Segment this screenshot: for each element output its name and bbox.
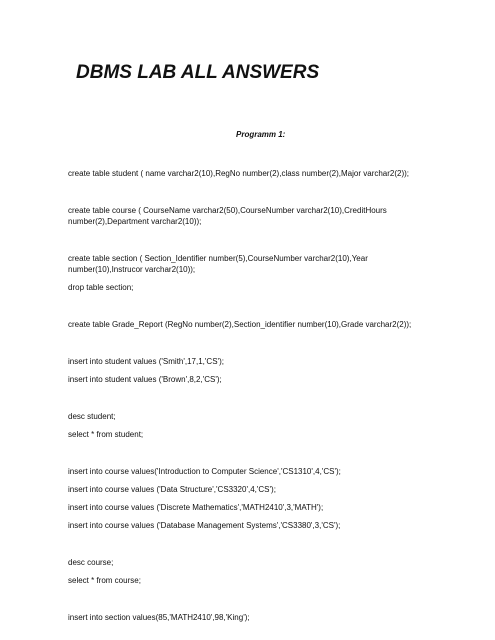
sql-line: insert into student values ('Smith',17,1,'CS'); <box>68 357 224 366</box>
document-title: DBMS LAB ALL ANSWERS <box>76 62 320 83</box>
sql-line: create table Grade_Report (RegNo number(2),Section_identifier number(10),Grade varchar2(2)); <box>68 320 412 329</box>
sql-line: insert into course values('Introduction to Computer Science','CS1310',4,'CS'); <box>68 467 341 476</box>
sql-line: select * from course; <box>68 576 141 585</box>
sql-line: insert into course values ('Data Structure','CS3320',4,'CS'); <box>68 485 276 494</box>
sql-line: create table section ( Section_Identifier number(5),CourseNumber varchar2(10),Year <box>68 254 368 263</box>
sql-line: insert into section values(85,'MATH2410',98,'King'); <box>68 613 250 622</box>
sql-line: insert into course values ('Discrete Mathematics','MATH2410',3,'MATH'); <box>68 503 324 512</box>
sql-line: number(10),Instrucor varchar2(10)); <box>68 265 196 274</box>
sql-line: desc student; <box>68 412 116 421</box>
sql-line: desc course; <box>68 558 114 567</box>
sql-line: drop table section; <box>68 283 134 292</box>
sql-line: insert into student values ('Brown',8,2,'CS'); <box>68 375 222 384</box>
sql-line: insert into course values ('Database Management Systems','CS3380',3,'CS'); <box>68 521 341 530</box>
sql-line: create table course ( CourseName varchar2(50),CourseNumber varchar2(10),CreditHours <box>68 206 387 215</box>
sql-line: create table student ( name varchar2(10),RegNo number(2),class number(2),Major varchar2(2)); <box>68 169 410 178</box>
sql-line: select * from student; <box>68 430 144 439</box>
section-heading: Programm 1: <box>236 130 286 139</box>
sql-line: number(2),Department varchar2(10)); <box>68 217 202 226</box>
